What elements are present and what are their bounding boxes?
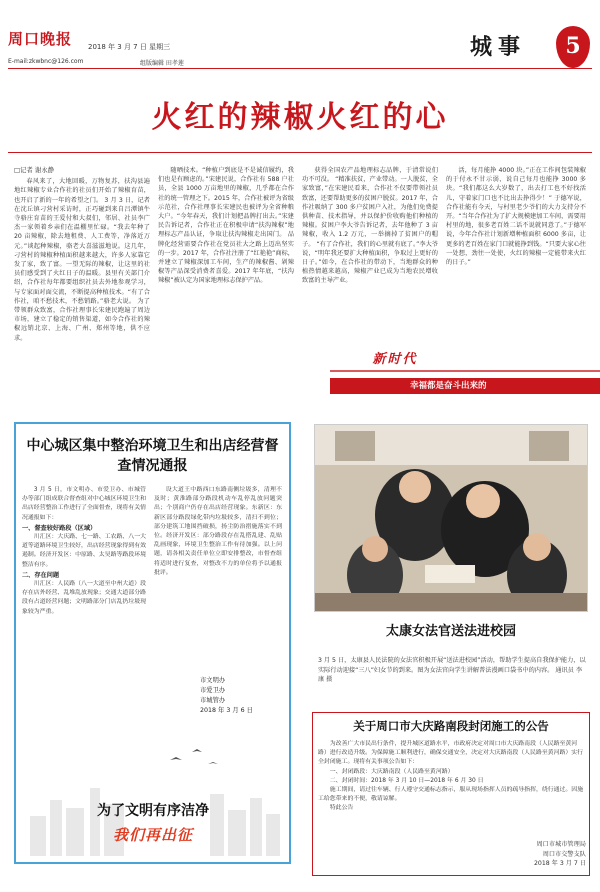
article-column-4 [446, 166, 586, 342]
masthead-rule [8, 68, 592, 69]
banner-subtitle: 幸福都是奋斗出来的 [330, 378, 600, 394]
classroom-photo [315, 425, 588, 612]
signer: 市城管办 [200, 697, 226, 704]
reporter-byline: □记者 谢永静 [14, 166, 55, 174]
photo-title: 太康女法官送法进校园 [385, 624, 516, 639]
newspaper-logo: 周口晚报 [8, 30, 73, 48]
announcement-body [318, 740, 586, 814]
article-headline: 火红的辣椒火红的心 [151, 100, 449, 135]
editor-credit: 组版编辑 田孝莲 [140, 60, 184, 67]
notice-date: 2018 年 3 月 6 日 [200, 707, 253, 714]
article-column-2 [158, 166, 294, 406]
banner-stripe [330, 370, 600, 372]
announcement-text: 为改善广大市民出行条件，提升城区道路水平，市政府决定对周口市大庆路南段（人民路至黄河路）进行改造升级。为保障施工顺利进行，确保交通安全，决定对大庆路南段（人民路至黄河路）实行全封闭施工。现将有关事项公告如下： [318, 741, 584, 766]
announcement-signature [490, 840, 586, 869]
photo-caption: 3 月 5 日，太康县人民法院的女法官积极开展“送法进校园”活动，帮助学生提高自我保护能力，以实际行动迎接“三八”妇女节的到来。图为女法官向学生讲解普法漫画口袋书中的内容。 通讯员 李康 摄 [318, 657, 586, 683]
announcement-text: 一、封闭路段：大庆路南段（人民路至黄河路） [329, 768, 454, 775]
notice-signature [200, 676, 280, 716]
announcement-text: 二、封闭时间：2018 年 3 月 10 日—2018 年 6 月 30 日 [329, 777, 484, 784]
signer: 周口市交警支队 [542, 850, 586, 858]
article-text: 获得全国农产品地理标志品牌，于清常说们功不可没。 “精准扶贫，产业带动。一人脱贫，全家致富，”在宋建民看来，合作社不仅要带领社员致富，还要帮助更多的贫困户脱贫。2017 年，合作社吸纳了 300 多户贫困户入社，为他们免费提供种苗、技术指导，并以保护价收购他们种植的辣椒。贫困户李大爷告诉记者，去年他种了 3 亩辣椒，收入 1.2 万元，一举摘掉了贫困户的帽子。 “有了合作社，我们的心里就有底了。”李大爷说，“明年我还要扩大种植面积，争取过上更好的日子。”如今，在合作社的带动下，当地群众的种植热情越来越高，辣椒产业已成为当地农民增收致富的主导产业。 [302, 167, 438, 285]
notice-text: 川汇区：大庆路、七一路、工农路、八一大道等道路环境卫生较好，出店经营现象得到有效遏制。经济开发区：中原路、太昊路等路段环境整洁有序。 [22, 534, 146, 568]
announcement-date: 2018 年 3 月 7 日 [533, 860, 586, 867]
slogan-line-1: 为了文明有序洁净 [97, 803, 209, 819]
notice-text: 设大道王中路西口东路南侧垃圾多，清理不及时；黄淮路部分路段机动车乱停乱放问题突出；个别商户仍存在出店经营现象。东新区：东新区部分路段绿化带内垃圾较多，清扫不到位；部分建筑工地围挡破损，扬尘防治措施落实不到位。经济开发区：部分路段存在乱搭乱建、乱贴乱画现象，环境卫生整治工作有待加强。以上问题，请各相关责任单位立即安排整改，市督查组将适时进行复查，对整改不力的单位将予以通报批评。 [154, 487, 282, 576]
article-column-3 [302, 166, 438, 342]
article-text: 随晒技术。“种植户到底是不是诚信履约，我们也是有顾虑的。”宋建民说，合作社有 588 户社员，全县 1000 万亩地里的辣椒，几乎都在合作社的统一管理之下。2015 年，合作社被评为省级示范社，合作社理事长宋建民也被评为全省种粮大户。“今年春天，我们计划把品牌打出去。”宋建民告诉记者，合作社正在积极申请“扶沟辣椒”地理标志产品认证，争取让扶沟辣椒走出国门。 品牌化经营需要合作社在党员社大之路上迈出坚实的一步。2017 年，合作社注册了“红艳艳”商标，并建立了辣椒深加工车间，生产的辣椒酱、剁辣椒等产品深受消费者喜爱。2017 年年底，“扶沟辣椒”被认定为国家地理标志保护产品。 [158, 167, 294, 285]
banner-title: 新时代 [372, 352, 418, 367]
issue-date: 2018 年 3 月 7 日 星期三 [88, 43, 171, 51]
page-number-badge: 5 [556, 26, 590, 68]
notice-text: 川汇区：人民路（八一大道至中州大道）段存在店外经营、乱堆乱放现象；交通大道部分路段有占道经营问题；文明路部分门店乱扔垃圾现象较为严重。 [22, 581, 146, 615]
signer: 市文明办 [200, 677, 226, 684]
notice-subheading: 一、督查较好路段（区域） [22, 524, 97, 532]
announcement-text: 特此公告 [329, 805, 354, 812]
contact-email: E-mail:zkwbnc@126.com [8, 58, 84, 65]
headline-rule [8, 152, 592, 153]
notice-column-2 [154, 486, 282, 672]
article-text: 春风来了，大地回暖，万物复苏，扶沟县遍地红辣椒专业合作社的社员们开始了辣椒育苗，也开启了新的一年的希望之门。 3 月 3 日，记者在沈丘镇刁营村采访时，正巧碰到来自吕潭镇牛寺骆庄育苗的王爱付和大叔们，邻居、社员李广杰一家领着乡亲们在温棚里忙碌。“我去年种了 20 亩辣椒，除去地租费、人工费等，净落近万元。”谈起种辣椒，骆老大喜滋滋地说。这几年，刁营村的辣椒种植面积越来越大，许多人家靠它发了家，致了富。一望无际的辣椒，让这里的社员们感受到了火红日子的温暖。县里有关部门介绍，合作社每年都要组织社员去外地参观学习，与专家面对面交流，不断提高种植技术。“有了合作社，咱不愁技术，不愁销路。”骆老大说。 为了带领群众致富，合作社理事长宋建民跑遍了周边市场，建立了稳定的销售渠道，如今合作社的辣椒远销北京、上海、广州、郑州等地，供不应求。 [14, 178, 150, 342]
slogan-line-2: 我们再出征 [112, 826, 193, 844]
announcement-title: 关于周口市大庆路南段封闭施工的公告 [353, 719, 549, 733]
article-column-1 [14, 166, 150, 400]
signer: 周口市城市管理局 [536, 841, 586, 848]
announcement-text: 施工期间，请过往车辆、行人遵守交通标志指示，服从现场指挥人员的疏导指挥，绕行通过。因施工给您带来的不便，敬请谅解。 [318, 787, 584, 803]
section-name: 城事 [470, 34, 527, 60]
news-photo [314, 424, 588, 612]
notice-subheading: 二、存在问题 [22, 571, 60, 579]
notice-title: 中心城区集中整治环境卫生和出店经营督查情况通报 [26, 438, 279, 474]
article-text: 活，每月能挣 4000 块。”正在工作间包装辣椒的于付永不甘示弱，说自己每月也能挣 3000 多块。“我们都这么大岁数了，出去打工也不好找活儿，守着家门口也不比出去挣得少！” 于德军说，合作社能有今天，与村里老少爷们的大力支持分不开。“当年合作社为了扩大规模建加工车间，需要用村里的地，很多老百姓二话不说就同意了。”于德军说，今年合作社计划新增种植面积 6000 多亩，让更多的老百姓在家门口就能挣到钱。“只要大家心往一处想，劲往一处使，火红的辣椒一定能带来火红的日子。” [446, 167, 586, 267]
signer: 市爱卫办 [200, 687, 226, 694]
notice-text: 3 月 5 日，市文明办、市爱卫办、市城管办等部门组成联合督查组对中心城区环境卫生和出店经营整治工作进行了全面督查，现将有关情况通报如下： [22, 487, 146, 521]
